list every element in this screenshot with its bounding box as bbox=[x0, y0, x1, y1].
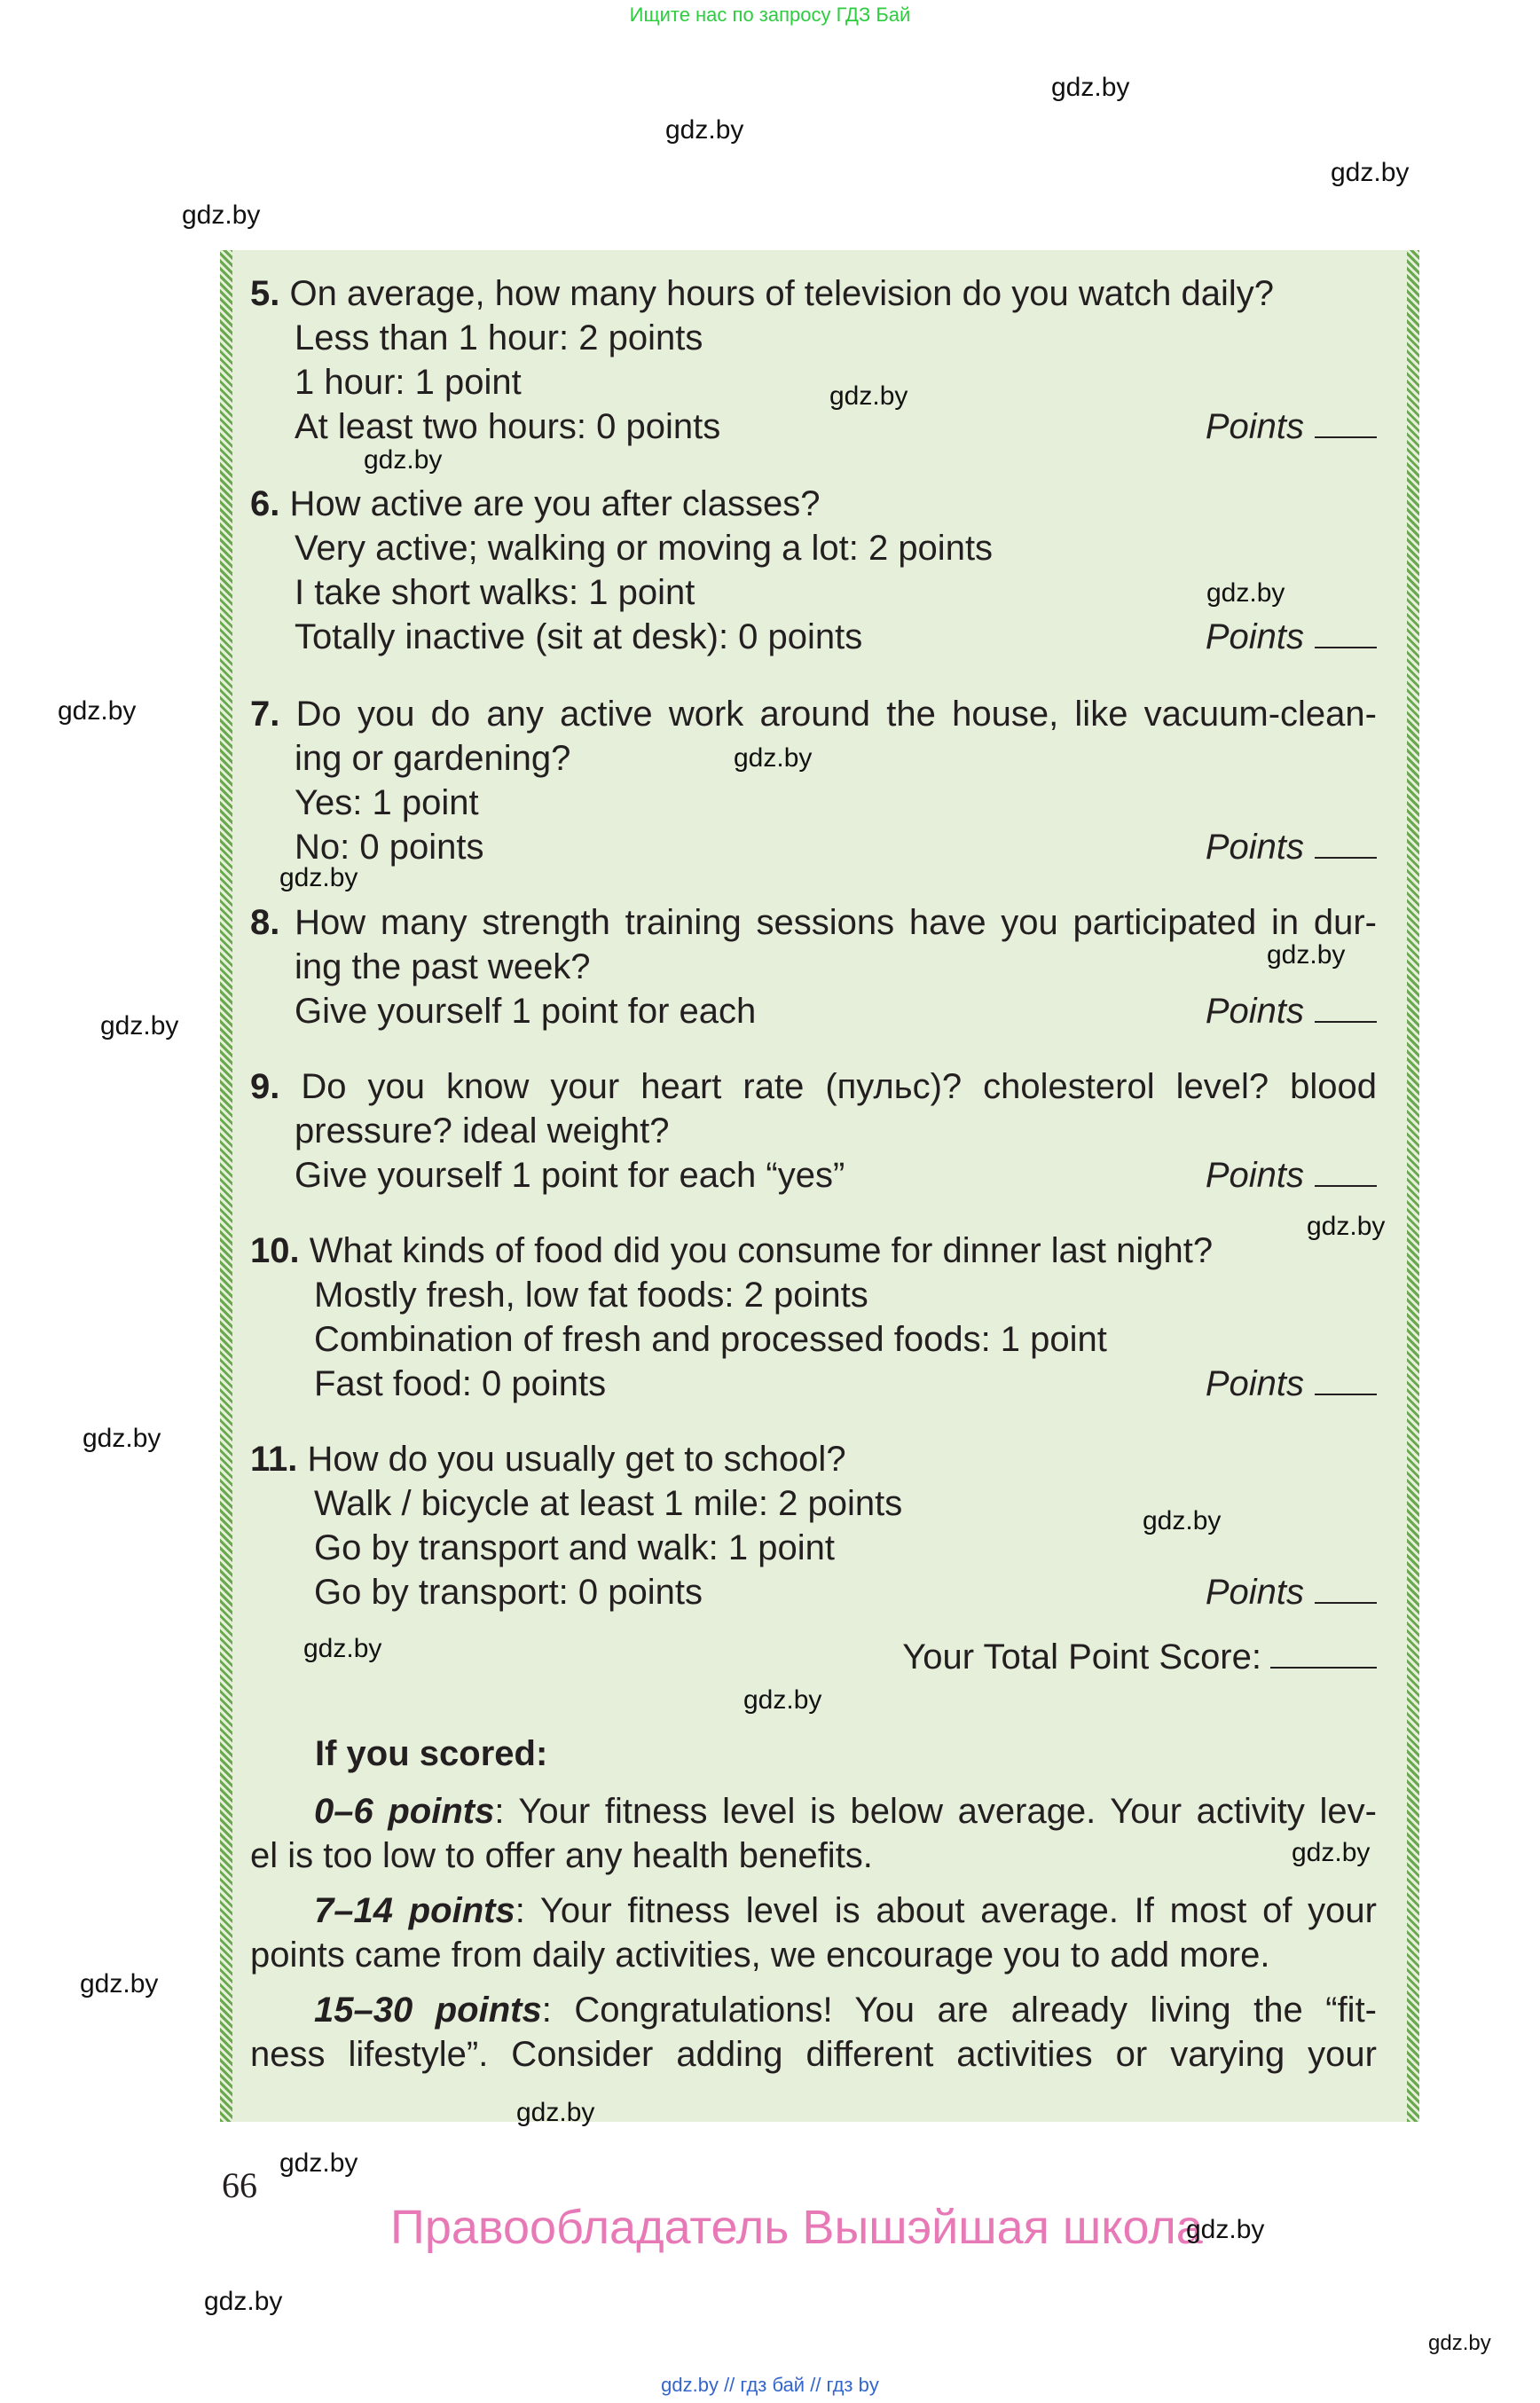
watermark: gdz.by bbox=[279, 863, 358, 892]
question-number: 5. bbox=[250, 274, 280, 313]
option: Totally inactive (sit at desk): 0 points bbox=[295, 617, 863, 656]
watermark: gdz.by bbox=[204, 2287, 283, 2316]
watermark: gdz.by bbox=[100, 1011, 179, 1041]
question-text: How many strength training sessions have you participated in dur- bbox=[295, 903, 1377, 942]
question-text-continued: ing or gardening? bbox=[295, 739, 571, 778]
option: I take short walks: 1 point bbox=[295, 573, 695, 612]
points-field bbox=[1206, 1362, 1377, 1406]
top-note: Ищите нас по запросу ГДЗ Бай bbox=[629, 4, 911, 26]
option-row bbox=[250, 615, 1377, 659]
total-blank bbox=[1270, 1637, 1377, 1669]
panel-border-left bbox=[220, 250, 232, 2122]
watermark: gdz.by bbox=[1292, 1838, 1371, 1867]
question-9 bbox=[250, 1064, 1377, 1198]
option: Fast food: 0 points bbox=[314, 1364, 607, 1403]
points-blank bbox=[1315, 1572, 1377, 1604]
result-text-continued: ness lifestyle”. Consider adding different activities or varying your bbox=[250, 2035, 1377, 2074]
page-number: 66 bbox=[222, 2165, 257, 2205]
points-field bbox=[1206, 825, 1377, 869]
option-row bbox=[250, 404, 1377, 449]
question-text: On average, how many hours of television do you watch daily? bbox=[289, 274, 1274, 313]
option: Give yourself 1 point for each “yes” bbox=[295, 1156, 845, 1195]
watermark: gdz.by bbox=[80, 1969, 159, 1999]
watermark: gdz.by bbox=[58, 696, 137, 726]
option: Walk / bicycle at least 1 mile: 2 points bbox=[314, 1484, 903, 1523]
result-3 bbox=[250, 1988, 1377, 2077]
result-1 bbox=[250, 1789, 1377, 1878]
watermark: gdz.by bbox=[279, 2148, 358, 2178]
question-text: Do you know your heart rate (пульс)? cholesterol level? blood bbox=[301, 1067, 1377, 1106]
option: Less than 1 hour: 2 points bbox=[295, 318, 703, 357]
question-8 bbox=[250, 900, 1377, 1033]
copyright-notice: Правообладатель Вышэйшая школа bbox=[390, 2201, 1203, 2254]
result-text: : Congratulations! You are already living the “fit- bbox=[541, 1991, 1377, 2030]
question-number: 8. bbox=[250, 903, 280, 942]
watermark: gdz.by bbox=[1307, 1212, 1386, 1241]
option: Give yourself 1 point for each bbox=[295, 992, 757, 1031]
points-blank bbox=[1315, 991, 1377, 1023]
option-row bbox=[250, 1570, 1377, 1614]
question-number: 11. bbox=[250, 1440, 298, 1479]
result-2 bbox=[250, 1889, 1377, 1977]
total-label: Your Total Point Score: bbox=[902, 1637, 1261, 1677]
result-text-continued: points came from daily activities, we encourage you to add more. bbox=[250, 1936, 1270, 1975]
points-label: Points bbox=[1205, 1573, 1304, 1612]
panel-border-right bbox=[1407, 250, 1419, 2122]
points-blank bbox=[1315, 406, 1377, 438]
watermark: gdz.by bbox=[1267, 940, 1346, 970]
option: 1 hour: 1 point bbox=[295, 363, 522, 402]
option: No: 0 points bbox=[295, 828, 484, 867]
question-5 bbox=[250, 271, 1377, 449]
scored-heading: If you scored: bbox=[315, 1734, 548, 1773]
points-field bbox=[1206, 1153, 1377, 1198]
option: Yes: 1 point bbox=[295, 783, 479, 822]
option: Very active; walking or moving a lot: 2 points bbox=[295, 529, 994, 568]
question-10 bbox=[250, 1229, 1377, 1406]
watermark: gdz.by bbox=[665, 115, 744, 145]
question-number: 6. bbox=[250, 484, 280, 523]
result-range: 7–14 points bbox=[314, 1891, 515, 1930]
option-row bbox=[250, 989, 1377, 1033]
watermark: gdz.by bbox=[82, 1424, 161, 1453]
watermark: gdz.by bbox=[516, 2098, 595, 2127]
question-number: 10. bbox=[250, 1231, 300, 1270]
question-number: 9. bbox=[250, 1067, 280, 1106]
watermark: gdz.by bbox=[1331, 158, 1410, 187]
points-label: Points bbox=[1205, 1364, 1304, 1403]
watermark: gdz.by bbox=[1186, 2215, 1265, 2244]
option-row bbox=[250, 1362, 1377, 1406]
result-text-continued: el is too low to offer any health benefits. bbox=[250, 1836, 873, 1875]
watermark: gdz.by bbox=[182, 200, 261, 230]
question-text-continued: pressure? ideal weight? bbox=[295, 1111, 670, 1150]
option-row bbox=[250, 825, 1377, 869]
points-label: Points bbox=[1205, 617, 1304, 656]
points-label: Points bbox=[1205, 1156, 1304, 1195]
points-field bbox=[1206, 404, 1377, 449]
points-label: Points bbox=[1205, 828, 1304, 867]
question-text: How do you usually get to school? bbox=[307, 1440, 846, 1479]
option: Combination of fresh and processed foods: 1 point bbox=[314, 1320, 1107, 1359]
total-score bbox=[902, 1637, 1377, 1677]
points-blank bbox=[1315, 827, 1377, 859]
option: Go by transport: 0 points bbox=[314, 1573, 703, 1612]
points-blank bbox=[1315, 1363, 1377, 1395]
result-text: : Your fitness level is about average. If most of your bbox=[515, 1891, 1377, 1930]
watermark: gdz.by bbox=[734, 743, 813, 773]
result-text: : Your fitness level is below average. Your activity lev- bbox=[494, 1792, 1377, 1831]
points-field bbox=[1206, 615, 1377, 659]
watermark: gdz.by bbox=[364, 445, 443, 475]
watermark: gdz.by bbox=[1143, 1506, 1222, 1535]
question-number: 7. bbox=[250, 695, 280, 734]
question-7 bbox=[250, 692, 1377, 869]
watermark: gdz.by bbox=[303, 1634, 382, 1663]
result-range: 15–30 points bbox=[314, 1991, 542, 2030]
watermark: gdz.by bbox=[1051, 73, 1130, 102]
points-label: Points bbox=[1205, 992, 1304, 1031]
points-blank bbox=[1315, 616, 1377, 648]
result-range: 0–6 points bbox=[314, 1792, 495, 1831]
watermark: gdz.by bbox=[743, 1685, 822, 1715]
option: Mostly fresh, low fat foods: 2 points bbox=[314, 1276, 868, 1315]
option: Go by transport and walk: 1 point bbox=[314, 1528, 835, 1567]
watermark: gdz.by bbox=[1428, 2331, 1491, 2355]
points-label: Points bbox=[1205, 407, 1304, 446]
watermark: gdz.by bbox=[1206, 578, 1285, 608]
question-text: What kinds of food did you consume for dinner last night? bbox=[309, 1231, 1214, 1270]
question-text: Do you do any active work around the house, like vacuum-clean- bbox=[295, 695, 1377, 734]
question-text: How active are you after classes? bbox=[289, 484, 821, 523]
question-text-continued: ing the past week? bbox=[295, 947, 591, 986]
watermark: gdz.by bbox=[829, 381, 908, 411]
option: At least two hours: 0 points bbox=[295, 407, 721, 446]
points-field bbox=[1206, 989, 1377, 1033]
points-field bbox=[1206, 1570, 1377, 1614]
option-row bbox=[250, 1153, 1377, 1198]
points-blank bbox=[1315, 1155, 1377, 1187]
footer-links: gdz.by // гдз бай // гдз by bbox=[661, 2374, 879, 2396]
question-6 bbox=[250, 482, 1377, 659]
